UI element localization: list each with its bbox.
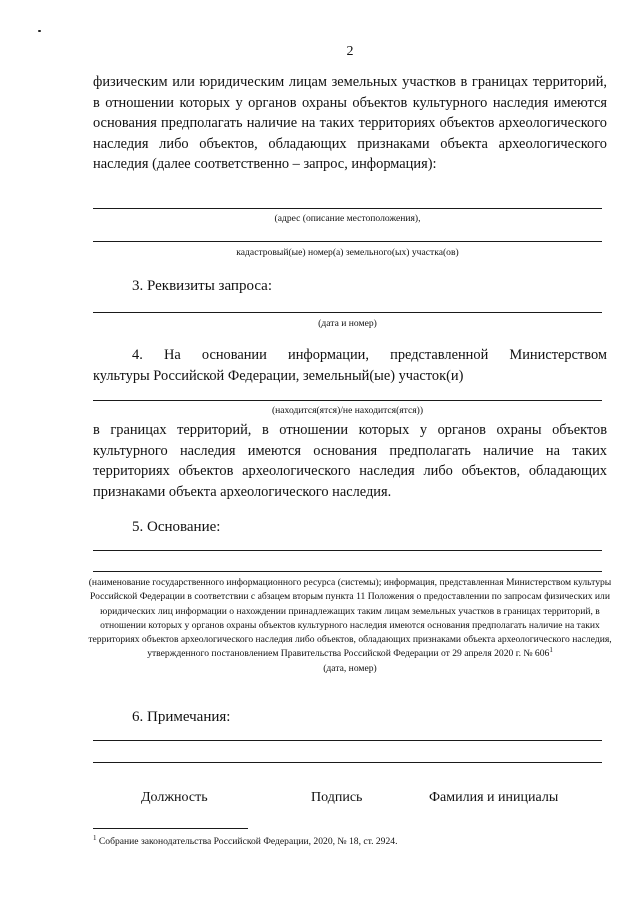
location-status-caption: (находится(ятся)/не находится(ятся)): [271, 405, 424, 416]
footnote-text: Собрание законодательства Российской Федерации, 2020, № 18, ст. 2924.: [98, 836, 398, 847]
footnote-ref: 1: [549, 646, 553, 655]
cadastral-line: [93, 241, 602, 242]
basis-caption: [88, 576, 612, 676]
basis-line-1: [93, 550, 602, 551]
address-caption: (адрес (описание местоположения),: [274, 213, 421, 224]
section-3-heading: 3. Реквизиты запроса:: [132, 278, 272, 294]
signature-sign-label: Подпись: [311, 790, 363, 805]
section-4-continuation: в границах территорий, в отношении которых у органов охраны объектов культурного наследия имеются основания предполагать наличие на таких территориях объектов археологического наследия либо объектов, обладающих признаками объекта археологического наследия.: [93, 422, 607, 500]
basis-caption-text: (наименование государственного информационного ресурса (системы); информация, представленная Министерством культуры Российской Федерации в соответствии с абзацем вторым пункта 11 Положения о предоставлении по запросам физических или юридических лиц информации о нахождении принадлежащих таким лицам земельных участков в границах территорий, в отношении которых у органов охраны объектов культурного наследия имеются основания предполагать наличие на таких территориях объектов археологического наследия либо объектов, обладающих признаками объекта археологического наследия, утвержденного постановлением Правительства Российской Федерации от 29 апреля 2020 г. № 606: [88, 577, 612, 660]
request-details-line: [93, 312, 602, 313]
footnote: [93, 833, 398, 847]
footnote-mark: 1: [93, 833, 97, 842]
cadastral-caption: кадастровый(ые) номер(а) земельного(ых) участка(ов): [236, 247, 459, 258]
address-line: [93, 208, 602, 209]
basis-line-2: [93, 571, 602, 572]
intro-paragraph: физическим или юридическим лицам земельных участков в границах территорий, в отношении которых у органов охраны объектов культурного наследия имеются основания предполагать наличие на таких территориях объектов археологического наследия либо объектов, обладающих признаками объекта археологического наследия (далее соответственно – запрос, информация):: [93, 74, 607, 172]
request-details-caption: (дата и номер): [318, 318, 377, 329]
notes-line-1: [93, 740, 602, 741]
section-4-line-2: культуры Российской Федерации, земельный(ые) участок(и): [93, 368, 464, 384]
signature-position-label: Должность: [141, 790, 208, 805]
notes-line-2: [93, 762, 602, 763]
signature-name-label: Фамилия и инициалы: [429, 790, 559, 805]
section-6-heading: 6. Примечания:: [132, 709, 231, 725]
page-number: 2: [346, 44, 354, 59]
footnote-separator: [93, 828, 248, 829]
location-status-line: [93, 400, 602, 401]
section-4-line-1: 4. На основании информации, представленной Министерством: [132, 347, 607, 363]
scan-speck: [38, 30, 41, 32]
basis-date-caption: (дата, номер): [323, 662, 377, 674]
section-5-heading: 5. Основание:: [132, 519, 221, 535]
